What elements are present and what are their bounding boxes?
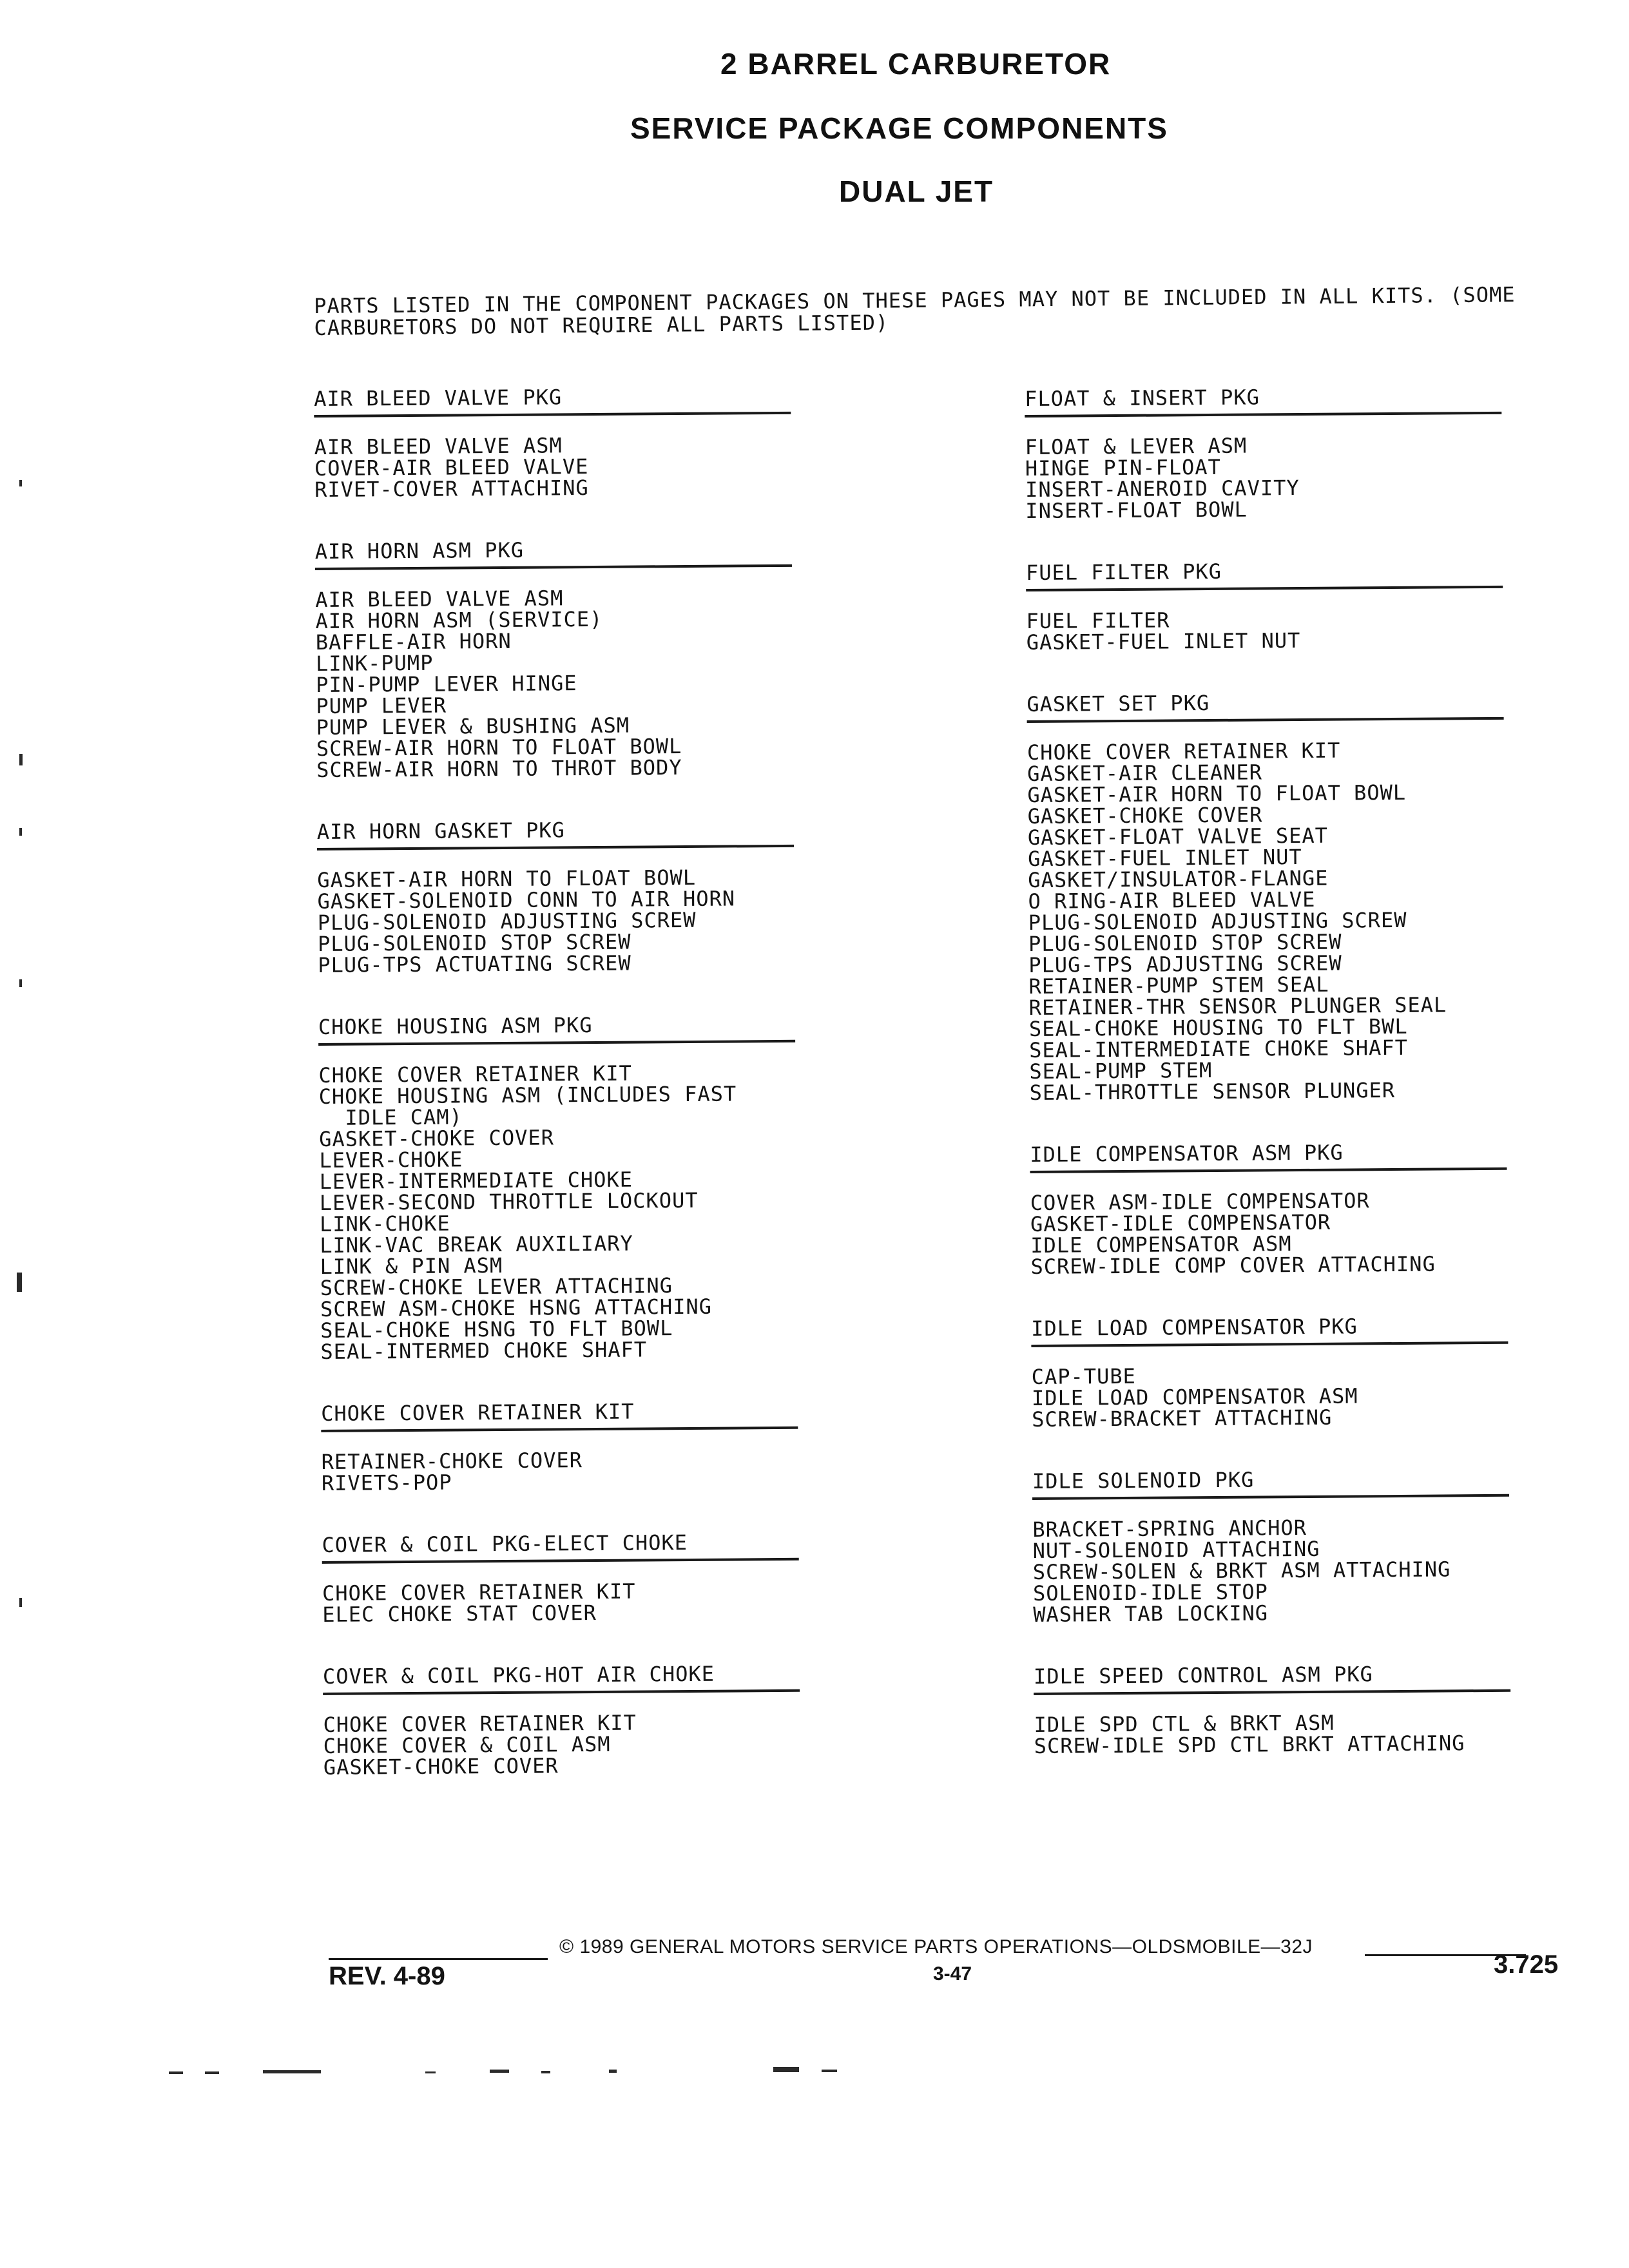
scan-speck: [822, 2070, 837, 2072]
part-item: LINK & PIN ASM: [320, 1253, 503, 1279]
part-item: GASKET-AIR CLEANER: [1027, 760, 1263, 786]
part-item: SCREW-CHOKE LEVER ATTACHING: [320, 1273, 673, 1300]
section-code: 3.725: [1494, 1950, 1559, 1979]
package-section: [1025, 383, 1515, 522]
part-item: SCREW-AIR HORN TO THROT BODY: [316, 755, 682, 782]
part-item: HINGE PIN-FLOAT: [1025, 454, 1221, 481]
part-item: CHOKE HOUSING ASM (INCLUDES FAST: [318, 1081, 737, 1109]
scan-speck: [425, 2071, 436, 2073]
part-item: WASHER TAB LOCKING: [1033, 1600, 1269, 1627]
part-item: PLUG-TPS ADJUSTING SCREW: [1028, 950, 1342, 977]
section-title: AIR HORN ASM PKG: [315, 536, 792, 570]
part-item: SEAL-INTERMED CHOKE SHAFT: [320, 1337, 648, 1364]
package-section: [1030, 1139, 1520, 1278]
page-number: 3-47: [933, 1963, 972, 1984]
section-title: GASKET SET PKG: [1027, 689, 1503, 723]
part-item: COVER-AIR BLEED VALVE: [314, 454, 589, 481]
part-item: PUMP LEVER & BUSHING ASM: [316, 713, 630, 740]
footer-rule-left: [329, 1958, 548, 1960]
revision-label: REV. 4-89: [329, 1962, 445, 1990]
parts-list: [323, 1711, 813, 1778]
scan-speck: [169, 2071, 183, 2074]
part-item: CHOKE COVER RETAINER KIT: [322, 1579, 636, 1606]
scan-speck: [17, 1273, 22, 1292]
part-item: IDLE COMPENSATOR ASM: [1030, 1231, 1292, 1258]
package-section: [1032, 1466, 1523, 1626]
part-item: LINK-CHOKE: [319, 1211, 450, 1236]
part-item: AIR BLEED VALVE ASM: [314, 433, 563, 459]
part-item: NUT-SOLENOID ATTACHING: [1032, 1536, 1320, 1563]
kit-note: PARTS LISTED IN THE COMPONENT PACKAGES ON THESE PAGES MAY NOT BE INCLUDED IN ALL KITS. (SOME CARBURETORS DO NOT REQUIRE ALL PARTS LISTED): [313, 282, 1516, 340]
part-item: FLOAT & LEVER ASM: [1025, 433, 1248, 459]
section-title: COVER & COIL PKG-ELECT CHOKE: [322, 1530, 798, 1564]
part-item: CHOKE COVER RETAINER KIT: [323, 1710, 637, 1737]
part-item: SCREW-SOLEN & BRKT ASM ATTACHING: [1032, 1557, 1451, 1584]
part-item: BRACKET-SPRING ANCHOR: [1032, 1515, 1307, 1542]
part-item: SEAL-CHOKE HSNG TO FLT BOWL: [320, 1316, 673, 1343]
scan-speck: [263, 2070, 321, 2073]
package-section: [1034, 1661, 1524, 1757]
part-item: RIVETS-POP: [321, 1470, 452, 1495]
scan-speck: [19, 1598, 22, 1607]
part-item: LEVER-CHOKE: [319, 1147, 463, 1173]
parts-list: [1025, 434, 1516, 522]
part-item: RIVET-COVER ATTACHING: [314, 476, 589, 502]
scan-speck: [490, 2070, 509, 2073]
section-title: FLOAT & INSERT PKG: [1025, 383, 1501, 418]
package-section: [318, 1012, 811, 1363]
part-item: GASKET-IDLE COMPENSATOR: [1030, 1209, 1331, 1236]
part-item: SEAL-CHOKE HOUSING TO FLT BWL: [1028, 1014, 1408, 1041]
section-title: COVER & COIL PKG-HOT AIR CHOKE: [323, 1661, 800, 1695]
part-item: AIR BLEED VALVE ASM: [315, 586, 564, 612]
part-item: SCREW-BRACKET ATTACHING: [1032, 1405, 1333, 1432]
package-section: [315, 536, 807, 781]
scan-speck: [609, 2070, 617, 2073]
part-item: RETAINER-PUMP STEM SEAL: [1028, 972, 1329, 999]
part-item: GASKET-FLOAT VALVE SEAT: [1027, 823, 1329, 850]
part-item: O RING-AIR BLEED VALVE: [1028, 887, 1316, 914]
part-item: BAFFLE-AIR HORN: [315, 628, 512, 655]
part-item: GASKET/INSULATOR-FLANGE: [1028, 865, 1329, 892]
copyright-notice: © 1989 GENERAL MOTORS SERVICE PARTS OPERATIONS—OLDSMOBILE—32J: [559, 1936, 1313, 1957]
part-item: GASKET-AIR HORN TO FLOAT BOWL: [317, 865, 697, 892]
package-section: [322, 1530, 812, 1626]
package-section: [1027, 689, 1519, 1104]
package-section: [323, 1661, 813, 1778]
scan-speck: [541, 2071, 550, 2073]
part-item: GASKET-CHOKE COVER: [319, 1125, 555, 1151]
part-item: SEAL-INTERMEDIATE CHOKE SHAFT: [1029, 1035, 1409, 1062]
scan-speck: [773, 2067, 799, 2072]
parts-list: [1027, 739, 1519, 1104]
part-item: PUMP LEVER: [316, 693, 447, 718]
parts-list: [322, 1580, 812, 1626]
part-item: LEVER-SECOND THROTTLE LOCKOUT: [319, 1187, 699, 1215]
part-item: RETAINER-CHOKE COVER: [321, 1448, 583, 1474]
part-item: LINK-PUMP: [315, 650, 434, 676]
scan-speck: [205, 2071, 219, 2074]
part-item: GASKET-SOLENOID CONN TO AIR HORN: [317, 886, 736, 914]
section-title: CHOKE COVER RETAINER KIT: [321, 1398, 798, 1432]
scan-speck: [19, 979, 22, 987]
left-column: [314, 383, 813, 1817]
section-title: IDLE COMPENSATOR ASM PKG: [1030, 1139, 1507, 1173]
part-item: ELEC CHOKE STAT COVER: [322, 1600, 597, 1627]
part-item: GASKET-AIR HORN TO FLOAT BOWL: [1027, 780, 1407, 807]
package-section: [321, 1398, 811, 1494]
parts-list: [317, 867, 807, 976]
part-item: GASKET-FUEL INLET NUT: [1027, 845, 1302, 871]
part-item: PIN-PUMP LEVER HINGE: [316, 671, 577, 697]
section-title: FUEL FILTER PKG: [1026, 557, 1503, 591]
page-subtitle-variant: DUAL JET: [839, 175, 994, 208]
part-item: IDLE CAM): [318, 1104, 463, 1130]
parts-list: [1026, 608, 1516, 653]
part-item: SEAL-THROTTLE SENSOR PLUNGER: [1029, 1078, 1396, 1105]
parts-list: [318, 1062, 810, 1363]
part-item: PLUG-TPS ACTUATING SCREW: [318, 950, 631, 977]
parts-list: [1032, 1363, 1522, 1430]
part-item: CHOKE COVER RETAINER KIT: [1027, 738, 1341, 765]
part-item: CHOKE COVER RETAINER KIT: [318, 1061, 632, 1088]
section-title: AIR BLEED VALVE PKG: [314, 383, 791, 418]
package-section: [1026, 557, 1516, 653]
parts-list: [1032, 1516, 1523, 1626]
scan-speck: [19, 754, 23, 765]
part-item: SEAL-PUMP STEM: [1029, 1057, 1213, 1084]
part-item: GASKET-FUEL INLET NUT: [1026, 628, 1301, 655]
package-section: [317, 816, 808, 976]
part-item: SCREW-IDLE SPD CTL BRKT ATTACHING: [1034, 1731, 1465, 1758]
section-title: AIR HORN GASKET PKG: [317, 816, 794, 850]
part-item: SOLENOID-IDLE STOP: [1032, 1579, 1268, 1606]
part-item: CAP-TUBE: [1031, 1363, 1136, 1389]
part-item: LINK-VAC BREAK AUXILIARY: [320, 1231, 633, 1258]
parts-list: [1034, 1711, 1523, 1757]
section-title: IDLE SPEED CONTROL ASM PKG: [1034, 1661, 1510, 1695]
part-item: PLUG-SOLENOID STOP SCREW: [317, 929, 631, 956]
part-item: GASKET-CHOKE COVER: [1027, 802, 1263, 829]
part-item: IDLE LOAD COMPENSATOR ASM: [1031, 1383, 1358, 1410]
page-subtitle: SERVICE PACKAGE COMPONENTS: [630, 111, 1168, 145]
parts-list: [314, 434, 805, 501]
package-section: [314, 383, 804, 501]
right-column: [1025, 383, 1524, 1796]
section-title: CHOKE HOUSING ASM PKG: [318, 1012, 795, 1046]
part-item: PLUG-SOLENOID STOP SCREW: [1028, 929, 1342, 956]
part-item: LEVER-INTERMEDIATE CHOKE: [319, 1167, 633, 1194]
part-item: PLUG-SOLENOID ADJUSTING SCREW: [1028, 907, 1407, 935]
scan-speck: [19, 828, 22, 836]
part-item: INSERT-FLOAT BOWL: [1025, 497, 1248, 523]
part-item: PLUG-SOLENOID ADJUSTING SCREW: [317, 907, 697, 935]
part-item: IDLE SPD CTL & BRKT ASM: [1034, 1710, 1335, 1737]
part-item: COVER ASM-IDLE COMPENSATOR: [1030, 1188, 1370, 1215]
section-title: IDLE SOLENOID PKG: [1032, 1466, 1509, 1500]
part-item: GASKET-CHOKE COVER: [323, 1753, 559, 1780]
part-item: SCREW-IDLE COMP COVER ATTACHING: [1030, 1251, 1436, 1279]
part-item: SCREW ASM-CHOKE HSNG ATTACHING: [320, 1294, 713, 1321]
package-section: [1031, 1313, 1521, 1430]
page-title: 2 BARREL CARBURETOR: [720, 47, 1112, 81]
part-item: CHOKE COVER & COIL ASM: [323, 1731, 611, 1758]
part-item: SCREW-AIR HORN TO FLOAT BOWL: [316, 734, 682, 761]
parts-list: [1030, 1189, 1521, 1278]
section-title: IDLE LOAD COMPENSATOR PKG: [1031, 1313, 1508, 1347]
part-item: AIR HORN ASM (SERVICE): [315, 606, 603, 633]
part-item: RETAINER-THR SENSOR PLUNGER SEAL: [1028, 992, 1447, 1020]
parts-list: [322, 1448, 811, 1494]
scan-speck: [19, 480, 22, 486]
part-item: FUEL FILTER: [1026, 608, 1170, 633]
parts-list: [315, 586, 806, 781]
part-item: INSERT-ANEROID CAVITY: [1025, 476, 1300, 502]
